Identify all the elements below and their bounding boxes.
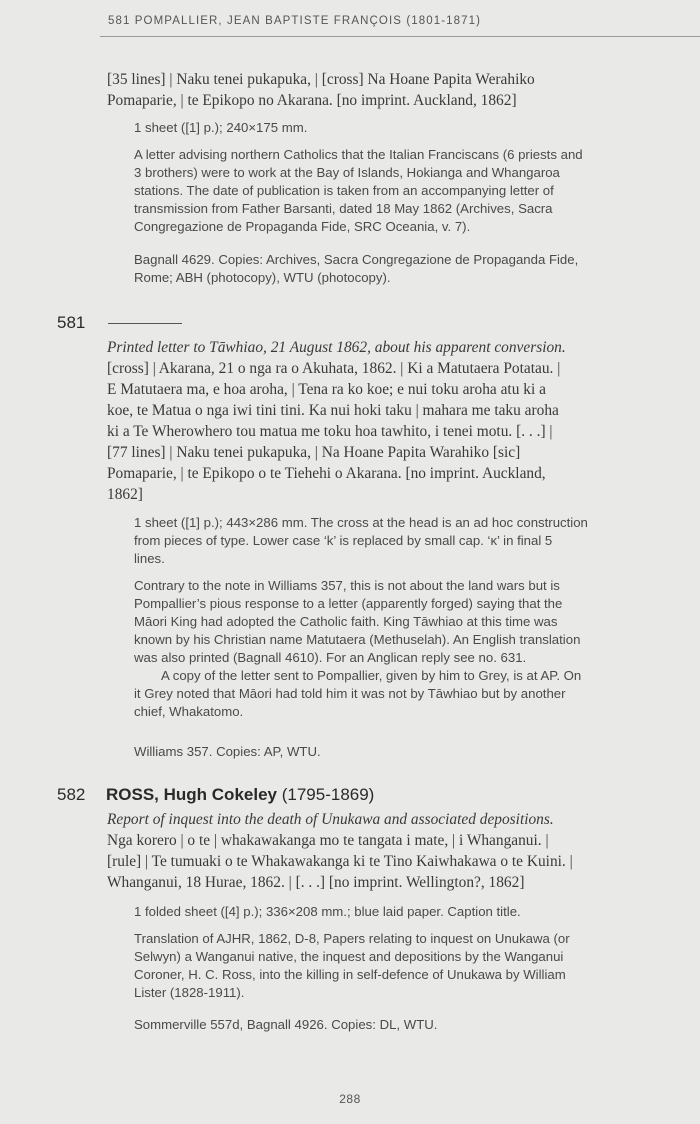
author-dates: (1795-1869): [281, 785, 375, 804]
note-line: Selwyn) a Wanganui native, the inquest and depositions by the Wanganui: [134, 949, 564, 964]
title-line: Pomaparie, | te Epikopo o te Tiehehi o Akarana. [no imprint. Auckland,: [107, 465, 546, 482]
note-line: lines.: [134, 551, 165, 566]
entry-582-references: Sommerville 557d, Bagnall 4926. Copies: DL, WTU.: [134, 1017, 438, 1032]
title-line: Pomaparie, | te Epikopo no Akarana. [no imprint. Auckland, 1862]: [107, 92, 517, 109]
note-line: Pompallier’s pious response to a letter (apparently forged) saying that the: [134, 596, 563, 611]
note-line: Contrary to the note in Williams 357, this is not about the land wars but is: [134, 578, 560, 593]
entry-581-title: [107, 337, 685, 505]
carryover-references: [134, 251, 687, 287]
note-line: was also printed (Bagnall 4610). For an Anglican reply see no. 631.: [134, 650, 527, 665]
author-name: ROSS, Hugh Cokeley: [106, 785, 277, 804]
title-line: ki a Te Wherowhero tou matua me toku hoa tawhito, i tenei motu. [. . .] |: [107, 423, 553, 440]
carryover-note: [134, 146, 687, 236]
note-line: Rome; ABH (photocopy), WTU (photocopy).: [134, 270, 391, 285]
carryover-collation: 1 sheet ([1] p.); 240×175 mm.: [134, 120, 308, 135]
note-line: Māori King had adopted the Catholic faith. King Tāwhiao at this time was: [134, 614, 558, 629]
entry-582-note: [134, 930, 687, 1002]
title-line: [35 lines] | Naku tenei pukapuka, | [cross] Na Hoane Papita Werahiko: [107, 71, 535, 88]
title-line: Report of inquest into the death of Unukawa and associated depositions.: [107, 811, 554, 828]
entry-582-collation: 1 folded sheet ([4] p.); 336×208 mm.; blue laid paper. Caption title.: [134, 904, 521, 919]
title-line: 1862]: [107, 486, 143, 503]
title-line: Nga korero | o te | whakawakanga mo te tangata i mate, | i Whanganui. |: [107, 832, 549, 849]
note-line: chief, Whakatomo.: [134, 704, 244, 719]
page-number: 288: [339, 1092, 361, 1106]
note-line: Lister (1828-1911).: [134, 985, 245, 1000]
title-line: [cross] | Akarana, 21 o nga ra o Akuhata, 1862. | Ki a Matutaera Potatau. |: [107, 360, 561, 377]
note-line: transmission from Father Barsanti, dated 18 May 1862 (Archives, Sacra: [134, 201, 553, 216]
note-line: it Grey noted that Māori had told him it was not by Tāwhiao but by another: [134, 686, 566, 701]
entry-582-author: [106, 785, 374, 805]
carryover-title: [107, 69, 685, 111]
title-line: [rule] | Te tumuaki o te Whakawakanga ki te Tino Kaiwhakawa o te Kuini. |: [107, 853, 573, 870]
entry-number-582: 582: [57, 785, 86, 804]
entry-581-note: [134, 577, 687, 721]
title-line: [77 lines] | Naku tenei pukapuka, | Na Hoane Papita Warahiko [sic]: [107, 444, 521, 461]
title-line: Whanganui, 18 Hurae, 1862. | [. . .] [no imprint. Wellington?, 1862]: [107, 874, 525, 891]
note-line: 3 brothers) were to work at the Bay of Islands, Hokianga and Whangaroa: [134, 165, 560, 180]
note-line: 1 sheet ([1] p.); 443×286 mm. The cross at the head is an ad hoc construction: [134, 515, 588, 530]
note-line: from pieces of type. Lower case ‘k’ is replaced by small cap. ‘ᴋ’ in final 5: [134, 533, 553, 548]
note-line: stations. The date of publication is taken from an accompanying letter of: [134, 183, 554, 198]
entry-581-references: Williams 357. Copies: AP, WTU.: [134, 744, 321, 759]
note-line: Coroner, H. C. Ross, into the killing in self-defence of Unukawa by William: [134, 967, 566, 982]
note-line: A letter advising northern Catholics that the Italian Franciscans (6 priests and: [134, 147, 583, 162]
entry-581-collation: [134, 514, 687, 568]
header-rule: [100, 36, 700, 37]
entry-dash: [108, 323, 182, 324]
note-line: Translation of AJHR, 1862, D-8, Papers relating to inquest on Unukawa (or: [134, 931, 570, 946]
note-line: Congregazione de Propaganda Fide, SRC Oceania, v. 7).: [134, 219, 471, 234]
note-line: known by his Christian name Matutaera (Methuselah). An English translation: [134, 632, 581, 647]
running-head: 581 POMPALLIER, JEAN BAPTISTE FRANÇOIS (1801-1871): [108, 15, 482, 27]
entry-582-title: [107, 809, 685, 893]
entry-number-581: 581: [57, 313, 86, 332]
title-line: koe, te Matua o nga iwi tini tini. Ka nui hoki taku | mahara me taku aroha: [107, 402, 559, 419]
title-line: E Matutaera ma, e hoa aroha, | Tena ra ko koe; e nui toku aroha atu ki a: [107, 381, 546, 398]
note-line: Bagnall 4629. Copies: Archives, Sacra Congregazione de Propaganda Fide,: [134, 252, 579, 267]
title-line: Printed letter to Tāwhiao, 21 August 1862, about his apparent conversion.: [107, 339, 566, 356]
note-line: A copy of the letter sent to Pompallier, given by him to Grey, is at AP. On: [161, 668, 582, 683]
